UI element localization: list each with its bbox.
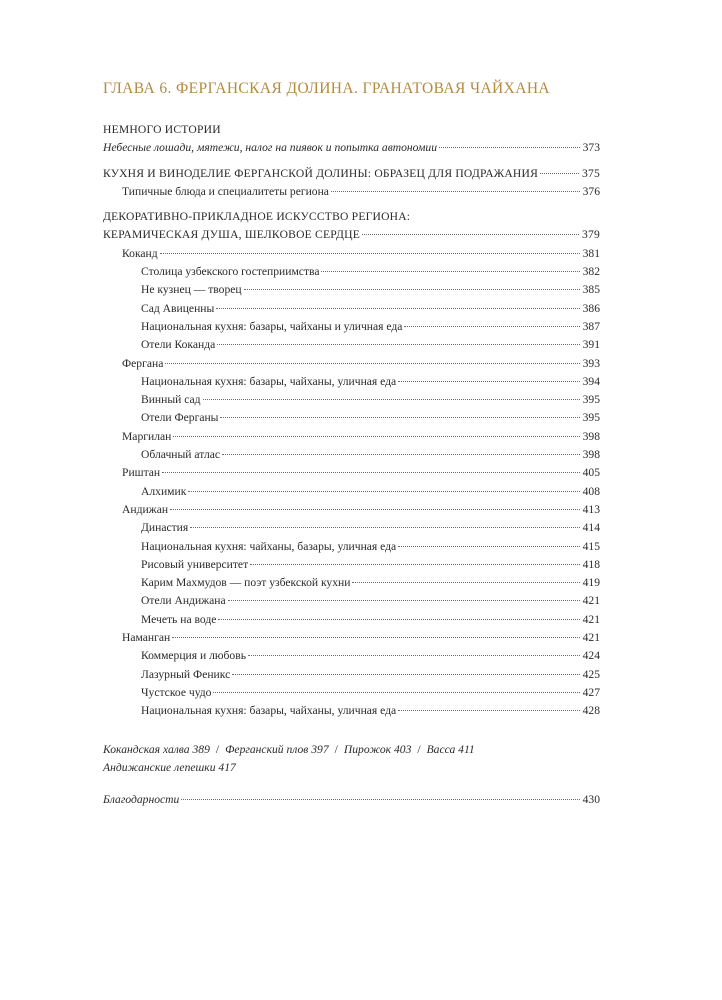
dot-leader bbox=[188, 491, 579, 492]
toc-entry[interactable] bbox=[103, 684, 600, 702]
dot-leader bbox=[398, 546, 579, 547]
toc-entry-label: Отели Ферганы bbox=[141, 411, 219, 425]
toc-entry-label: Небесные лошади, мятежи, налог на пиявок и попытка автономии bbox=[103, 141, 438, 155]
toc-entry[interactable] bbox=[103, 428, 600, 446]
dot-leader bbox=[404, 326, 579, 327]
toc-entry bbox=[103, 208, 600, 226]
toc-entry[interactable] bbox=[103, 336, 600, 354]
dot-leader bbox=[172, 637, 579, 638]
acknowledgements-page: 430 bbox=[582, 793, 600, 806]
toc-entry-page: 393 bbox=[582, 356, 600, 370]
dot-leader bbox=[244, 289, 580, 290]
toc-entry[interactable] bbox=[103, 245, 600, 263]
toc-entry-page: 421 bbox=[582, 612, 600, 626]
toc-entry-label: Маргилан bbox=[122, 429, 172, 443]
toc-entry-label: Столица узбекского гостеприимства bbox=[141, 265, 320, 279]
recipe-name[interactable]: Андижанские лепешки bbox=[103, 761, 216, 775]
toc-entry-page: 395 bbox=[582, 393, 600, 407]
acknowledgements-label: Благодарности bbox=[103, 793, 180, 806]
dot-leader bbox=[398, 381, 579, 382]
toc-entry[interactable] bbox=[103, 592, 600, 610]
toc-entry-label: Мечеть на воде bbox=[141, 612, 217, 626]
toc-entry[interactable] bbox=[103, 355, 600, 373]
dot-leader bbox=[228, 600, 580, 601]
toc-entry-page: 408 bbox=[582, 484, 600, 498]
toc-entry-page: 418 bbox=[582, 557, 600, 571]
recipe-name[interactable]: Пирожок bbox=[343, 743, 392, 756]
toc-entry-label: Чустское чудо bbox=[141, 685, 212, 699]
toc-entry-page: 382 bbox=[582, 265, 600, 279]
acknowledgements-entry[interactable] bbox=[103, 791, 600, 809]
toc-entry-page: 379 bbox=[582, 228, 600, 242]
recipe-line bbox=[103, 759, 600, 777]
toc-entry-page: 395 bbox=[582, 411, 600, 425]
toc-entry-label: Национальная кухня: базары, чайханы, уличная еда bbox=[141, 704, 397, 718]
toc-entry[interactable] bbox=[103, 139, 600, 157]
toc-entry[interactable] bbox=[103, 300, 600, 318]
table-of-contents bbox=[103, 121, 600, 721]
toc-entry[interactable] bbox=[103, 483, 600, 501]
toc-entry-page: 405 bbox=[582, 466, 600, 480]
toc-entry-label: Отели Коканда bbox=[141, 338, 216, 352]
dot-leader bbox=[173, 436, 579, 437]
toc-entry[interactable] bbox=[103, 574, 600, 592]
toc-entry[interactable] bbox=[103, 281, 600, 299]
toc-entry-label: Фергана bbox=[122, 356, 164, 370]
toc-entry-page: 424 bbox=[582, 649, 600, 663]
toc-entry-label: КЕРАМИЧЕСКАЯ ДУША, ШЕЛКОВОЕ СЕРДЦЕ bbox=[103, 228, 360, 242]
toc-entry-label: НЕМНОГО ИСТОРИИ bbox=[103, 123, 221, 136]
toc-entry-page: 414 bbox=[582, 521, 600, 535]
toc-entry[interactable] bbox=[103, 391, 600, 409]
toc-entry[interactable] bbox=[103, 556, 600, 574]
recipe-page: 417 bbox=[218, 761, 236, 775]
recipe-separator: / bbox=[417, 743, 421, 756]
toc-entry[interactable] bbox=[103, 226, 600, 244]
toc-entry-page: 391 bbox=[582, 338, 600, 352]
dot-leader bbox=[220, 417, 579, 418]
toc-entry-page: 394 bbox=[582, 374, 600, 388]
toc-entry-page: 387 bbox=[582, 319, 600, 333]
dot-leader bbox=[165, 363, 579, 364]
toc-entry-label: Андижан bbox=[122, 502, 169, 516]
dot-leader bbox=[321, 271, 579, 272]
recipe-separator: / bbox=[215, 743, 220, 756]
dot-leader bbox=[398, 710, 579, 711]
chapter-title: ГЛАВА 6. ФЕРГАНСКАЯ ДОЛИНА. ГРАНАТОВАЯ ЧАЙХАНА bbox=[103, 80, 551, 97]
toc-entry[interactable] bbox=[103, 446, 600, 464]
dot-leader bbox=[217, 344, 579, 345]
dot-leader bbox=[222, 454, 580, 455]
toc-entry-label: Сад Авиценны bbox=[141, 301, 215, 315]
recipe-page: 403 bbox=[393, 743, 412, 756]
toc-entry-label: Типичные блюда и специалитеты региона bbox=[122, 184, 329, 198]
toc-entry-page: 375 bbox=[582, 166, 600, 180]
toc-entry-label: Карим Махмудов — поэт узбекской кухни bbox=[141, 576, 351, 590]
toc-entry-label: Коканд bbox=[122, 246, 158, 260]
recipe-index bbox=[103, 741, 600, 778]
toc-entry-page: 413 bbox=[582, 502, 600, 516]
toc-entry-page: 381 bbox=[582, 246, 600, 260]
toc-entry[interactable] bbox=[103, 629, 600, 647]
toc-entry-label: Национальная кухня: базары, чайханы и уличная еда bbox=[141, 319, 403, 333]
toc-entry[interactable] bbox=[103, 538, 600, 556]
toc-entry bbox=[103, 121, 600, 139]
toc-entry-label: Алхимик bbox=[141, 484, 187, 498]
dot-leader bbox=[216, 308, 579, 309]
toc-entry[interactable] bbox=[103, 519, 600, 537]
toc-entry-page: 415 bbox=[582, 539, 600, 553]
dot-leader bbox=[248, 655, 580, 656]
toc-entry-page: 398 bbox=[582, 448, 600, 462]
toc-entry-page: 373 bbox=[582, 141, 600, 155]
recipe-page: 411 bbox=[458, 743, 475, 756]
toc-entry[interactable] bbox=[103, 165, 600, 183]
toc-entry-page: 376 bbox=[582, 184, 600, 198]
toc-entry-label: Винный сад bbox=[141, 393, 201, 407]
recipe-page: 397 bbox=[311, 743, 329, 756]
toc-entry[interactable] bbox=[103, 501, 600, 519]
toc-entry-label: Лазурный Феникс bbox=[141, 667, 231, 681]
toc-entry-page: 427 bbox=[582, 685, 600, 699]
toc-entry-page: 398 bbox=[582, 429, 600, 443]
toc-entry-page: 419 bbox=[582, 576, 600, 590]
toc-entry[interactable] bbox=[103, 409, 600, 427]
toc-entry[interactable] bbox=[103, 318, 600, 336]
recipe-line bbox=[103, 741, 600, 759]
toc-entry[interactable] bbox=[103, 666, 600, 684]
toc-entry-label: Облачный атлас bbox=[141, 448, 221, 462]
dot-leader bbox=[181, 799, 579, 800]
toc-entry-label: Национальная кухня: базары, чайханы, уличная еда bbox=[141, 374, 397, 388]
toc-entry-label: Наманган bbox=[122, 631, 171, 645]
toc-entry-page: 386 bbox=[582, 301, 600, 315]
toc-entry[interactable] bbox=[103, 263, 600, 281]
toc-entry[interactable] bbox=[103, 464, 600, 482]
toc-entry[interactable] bbox=[103, 702, 600, 720]
toc-entry-page: 421 bbox=[582, 631, 600, 645]
toc-entry-label: Риштан bbox=[122, 466, 161, 480]
toc-entry-label: Рисовый университет bbox=[141, 557, 249, 571]
recipe-name[interactable]: Васса bbox=[426, 743, 456, 756]
dot-leader bbox=[362, 234, 579, 235]
toc-entry-page: 421 bbox=[582, 594, 600, 608]
toc-entry[interactable] bbox=[103, 183, 600, 201]
dot-leader bbox=[218, 619, 579, 620]
toc-entry[interactable] bbox=[103, 373, 600, 391]
toc-entry-page: 425 bbox=[582, 667, 600, 681]
dot-leader bbox=[213, 692, 579, 693]
dot-leader bbox=[190, 527, 579, 528]
toc-entry-label: Коммерция и любовь bbox=[141, 649, 246, 663]
toc-entry-page: 385 bbox=[582, 283, 600, 297]
dot-leader bbox=[232, 674, 579, 675]
dot-leader bbox=[439, 147, 580, 148]
dot-leader bbox=[170, 509, 580, 510]
toc-entry-label: КУХНЯ И ВИНОДЕЛИЕ ФЕРГАНСКОЙ ДОЛИНЫ: ОБРАЗЕЦ ДЛЯ ПОДРАЖАНИЯ bbox=[103, 166, 539, 180]
toc-entry[interactable] bbox=[103, 611, 600, 629]
dot-leader bbox=[162, 472, 579, 473]
toc-entry[interactable] bbox=[103, 647, 600, 665]
dot-leader bbox=[250, 564, 579, 565]
toc-entry-label: Династия bbox=[141, 521, 189, 535]
toc-entry-label: Не кузнец — творец bbox=[141, 283, 242, 297]
dot-leader bbox=[203, 399, 580, 400]
toc-entry-label: Национальная кухня: чайханы, базары, уличная еда bbox=[141, 539, 397, 553]
dot-leader bbox=[331, 191, 580, 192]
recipe-name[interactable]: Ферганский плов bbox=[225, 743, 309, 756]
recipe-page: 389 bbox=[192, 743, 210, 756]
toc-entry-page: 428 bbox=[582, 704, 600, 718]
dot-leader bbox=[540, 173, 579, 174]
recipe-name[interactable]: Кокандская халва bbox=[103, 743, 190, 756]
dot-leader bbox=[352, 582, 579, 583]
recipe-separator: / bbox=[334, 743, 338, 756]
dot-leader bbox=[160, 253, 580, 254]
toc-entry-label: ДЕКОРАТИВНО-ПРИКЛАДНОЕ ИСКУССТВО РЕГИОНА: bbox=[103, 210, 411, 224]
toc-entry-label: Отели Андижана bbox=[141, 594, 226, 608]
